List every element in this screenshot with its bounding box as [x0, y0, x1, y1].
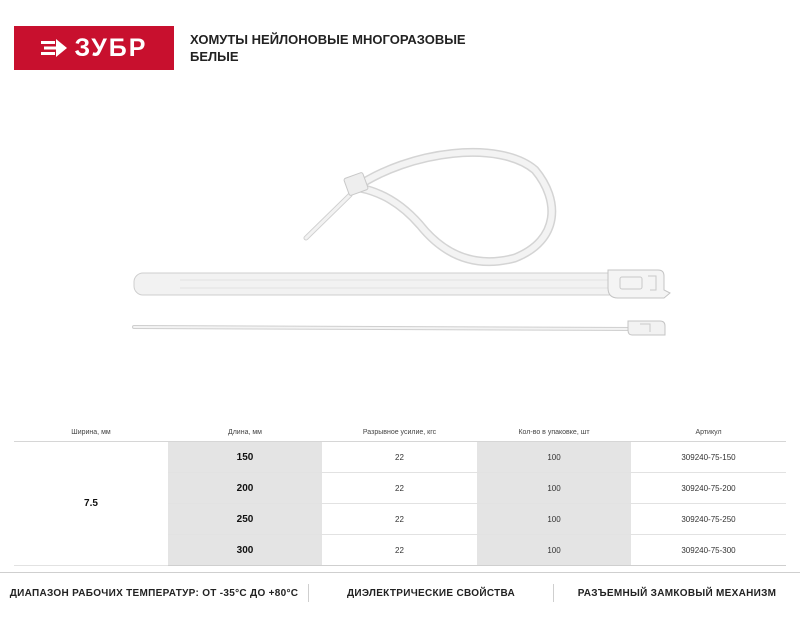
product-title	[190, 31, 466, 65]
brand-arrow-icon	[41, 38, 67, 58]
product-image	[0, 130, 800, 350]
table-row	[14, 442, 786, 473]
product-title-line1: ХОМУТЫ НЕЙЛОНОВЫЕ МНОГОРАЗОВЫЕ	[190, 32, 466, 47]
cell-sku: 309240-75-250	[631, 504, 786, 535]
cell-qty: 100	[477, 504, 631, 535]
cell-length: 250	[168, 504, 322, 535]
cell-qty: 100	[477, 535, 631, 566]
features-bar	[0, 572, 800, 613]
thin-cable-tie	[134, 321, 665, 335]
product-title-line2: БЕЛЫЕ	[190, 49, 239, 64]
brand-name: ЗУБР	[74, 33, 148, 62]
header-width: Ширина, мм	[14, 424, 168, 442]
feature-temperature: ДИАПАЗОН РАБОЧИХ ТЕМПЕРАТУР: ОТ -35°С ДО +80°С	[9, 587, 299, 599]
cell-length: 150	[168, 442, 322, 473]
cell-force: 22	[322, 535, 477, 566]
cell-qty: 100	[477, 442, 631, 473]
table-header-row	[14, 424, 786, 442]
width-value: 7.5	[14, 442, 168, 566]
cell-length: 200	[168, 473, 322, 504]
header-sku: Артикул	[631, 424, 786, 442]
feature-lock: РАЗЪЕМНЫЙ ЗАМКОВЫЙ МЕХАНИЗМ	[577, 587, 777, 599]
cell-sku: 309240-75-200	[631, 473, 786, 504]
header-qty: Кол-во в упаковке, шт	[477, 424, 631, 442]
feature-dielectric: ДИЭЛЕКТРИЧЕСКИЕ СВОЙСТВА	[346, 587, 516, 599]
cell-sku: 309240-75-300	[631, 535, 786, 566]
looped-cable-tie	[306, 152, 552, 261]
cell-force: 22	[322, 504, 477, 535]
header-length: Длина, мм	[168, 424, 322, 442]
cell-qty: 100	[477, 473, 631, 504]
cell-sku: 309240-75-150	[631, 442, 786, 473]
header-force: Разрывное усилие, кгс	[322, 424, 477, 442]
cell-force: 22	[322, 442, 477, 473]
cell-force: 22	[322, 473, 477, 504]
brand-logo	[14, 26, 174, 70]
spec-table	[14, 424, 786, 566]
wide-cable-tie	[134, 270, 670, 298]
cell-length: 300	[168, 535, 322, 566]
